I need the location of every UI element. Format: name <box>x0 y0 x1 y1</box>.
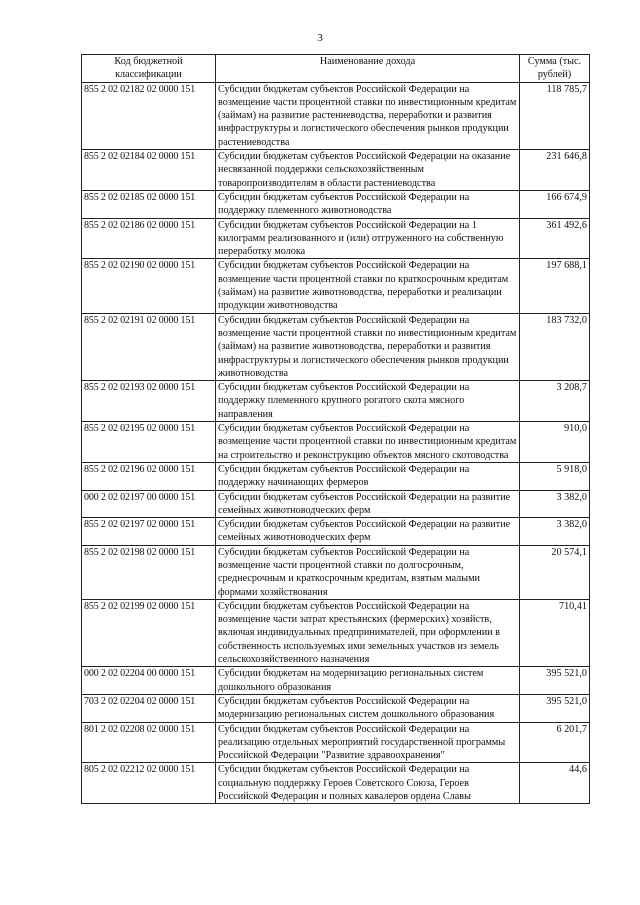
table-row <box>82 462 590 490</box>
table-row <box>82 667 590 695</box>
header-code: Код бюджетной классификации <box>82 55 216 83</box>
revenue-name-cell: Субсидии бюджетам субъектов Российской Федерации на развитие семейных животноводческих ферм <box>216 490 520 518</box>
table-row <box>82 190 590 218</box>
revenue-name-cell: Субсидии бюджетам субъектов Российской Федерации на возмещение части процентной ставки по инвестиционным кредитам (займам) на развитие животноводства, переработки и развития инфраструктуры и логистического обеспечения рынков продукции животноводства <box>216 313 520 380</box>
budget-code-cell: 855 2 02 02197 02 0000 151 <box>82 518 216 546</box>
table-row <box>82 763 590 804</box>
revenue-name-cell: Субсидии бюджетам субъектов Российской Федерации на возмещение части процентной ставки по долгосрочным, среднесрочным и краткосрочным кредитам, взятым малыми формами хозяйствования <box>216 545 520 599</box>
amount-cell: 395 521,0 <box>520 667 590 695</box>
revenue-name-cell: Субсидии бюджетам субъектов Российской Федерации на возмещение части процентной ставки по инвестиционным кредитам (займам) на развитие растениеводства, переработки и развития инфраструктуры и логистического обеспечения рынков продукции растениеводства <box>216 82 520 149</box>
amount-cell: 20 574,1 <box>520 545 590 599</box>
table-row <box>82 545 590 599</box>
amount-cell: 231 646,8 <box>520 150 590 191</box>
amount-cell: 44,6 <box>520 763 590 804</box>
amount-cell: 6 201,7 <box>520 722 590 763</box>
revenue-name-cell: Субсидии бюджетам субъектов Российской Федерации на модернизацию региональных систем дошкольного образования <box>216 694 520 722</box>
budget-code-cell: 855 2 02 02182 02 0000 151 <box>82 82 216 149</box>
amount-cell: 3 382,0 <box>520 518 590 546</box>
revenue-name-cell: Субсидии бюджетам субъектов Российской Федерации на поддержку племенного крупного рогатого скота мясного направления <box>216 381 520 422</box>
revenue-name-cell: Субсидии бюджетам субъектов Российской Федерации на поддержку начинающих фермеров <box>216 462 520 490</box>
budget-code-cell: 805 2 02 02212 02 0000 151 <box>82 763 216 804</box>
amount-cell: 361 492,6 <box>520 218 590 259</box>
budget-code-cell: 855 2 02 02198 02 0000 151 <box>82 545 216 599</box>
revenue-name-cell: Субсидии бюджетам субъектов Российской Федерации на развитие семейных животноводческих ферм <box>216 518 520 546</box>
revenue-name-cell: Субсидии бюджетам субъектов Российской Федерации на социальную поддержку Героев Советского Союза, Героев Российской Федерации и полных кавалеров ордена Славы <box>216 763 520 804</box>
table-row <box>82 82 590 149</box>
budget-code-cell: 855 2 02 02196 02 0000 151 <box>82 462 216 490</box>
amount-cell: 710,41 <box>520 599 590 666</box>
budget-code-cell: 855 2 02 02193 02 0000 151 <box>82 381 216 422</box>
page-number: 3 <box>317 32 323 44</box>
table-row <box>82 599 590 666</box>
table-header-row <box>82 55 590 83</box>
budget-code-cell: 855 2 02 02184 02 0000 151 <box>82 150 216 191</box>
table-row <box>82 694 590 722</box>
budget-code-cell: 855 2 02 02190 02 0000 151 <box>82 259 216 313</box>
table-row <box>82 490 590 518</box>
revenue-name-cell: Субсидии бюджетам субъектов Российской Федерации на поддержку племенного животноводства <box>216 190 520 218</box>
table-row <box>82 422 590 463</box>
amount-cell: 3 208,7 <box>520 381 590 422</box>
header-name: Наименование дохода <box>216 55 520 83</box>
amount-cell: 910,0 <box>520 422 590 463</box>
header-sum: Сумма (тыс. рублей) <box>520 55 590 83</box>
amount-cell: 5 918,0 <box>520 462 590 490</box>
amount-cell: 3 382,0 <box>520 490 590 518</box>
table-row <box>82 218 590 259</box>
table-row <box>82 259 590 313</box>
amount-cell: 166 674,9 <box>520 190 590 218</box>
revenue-table <box>81 54 590 804</box>
table-row <box>82 313 590 380</box>
table-row <box>82 381 590 422</box>
budget-code-cell: 000 2 02 02197 00 0000 151 <box>82 490 216 518</box>
revenue-name-cell: Субсидии бюджетам субъектов Российской Федерации на реализацию отдельных мероприятий государственной программы Российской Федерации "Развитие здравоохранения" <box>216 722 520 763</box>
revenue-name-cell: Субсидии бюджетам субъектов Российской Федерации на возмещение части процентной ставки по краткосрочным кредитам (займам) на развитие животноводства, переработки и реализации продукции животноводства <box>216 259 520 313</box>
budget-code-cell: 000 2 02 02204 00 0000 151 <box>82 667 216 695</box>
budget-code-cell: 855 2 02 02185 02 0000 151 <box>82 190 216 218</box>
budget-code-cell: 855 2 02 02199 02 0000 151 <box>82 599 216 666</box>
revenue-name-cell: Субсидии бюджетам субъектов Российской Федерации на оказание несвязанной поддержки сельскохозяйственным товаропроизводителям в области растениеводства <box>216 150 520 191</box>
table-row <box>82 150 590 191</box>
amount-cell: 118 785,7 <box>520 82 590 149</box>
revenue-name-cell: Субсидии бюджетам субъектов Российской Федерации на 1 килограмм реализованного и (или) отгруженного на собственную переработку молока <box>216 218 520 259</box>
table-row <box>82 722 590 763</box>
budget-code-cell: 703 2 02 02204 02 0000 151 <box>82 694 216 722</box>
revenue-name-cell: Субсидии бюджетам субъектов Российской Федерации на возмещение части затрат крестьянских (фермерских) хозяйств, включая индивидуальных предпринимателей, при оформлении в собственность используемых ими земельных участков из земель сельскохозяйственного назначения <box>216 599 520 666</box>
amount-cell: 197 688,1 <box>520 259 590 313</box>
budget-code-cell: 855 2 02 02186 02 0000 151 <box>82 218 216 259</box>
revenue-name-cell: Субсидии бюджетам субъектов Российской Федерации на возмещение части процентной ставки по инвестиционным кредитам на строительство и реконструкцию объектов мясного скотоводства <box>216 422 520 463</box>
amount-cell: 183 732,0 <box>520 313 590 380</box>
revenue-name-cell: Субсидии бюджетам на модернизацию региональных систем дошкольного образования <box>216 667 520 695</box>
budget-code-cell: 855 2 02 02195 02 0000 151 <box>82 422 216 463</box>
table-row <box>82 518 590 546</box>
budget-code-cell: 801 2 02 02208 02 0000 151 <box>82 722 216 763</box>
budget-code-cell: 855 2 02 02191 02 0000 151 <box>82 313 216 380</box>
amount-cell: 395 521,0 <box>520 694 590 722</box>
